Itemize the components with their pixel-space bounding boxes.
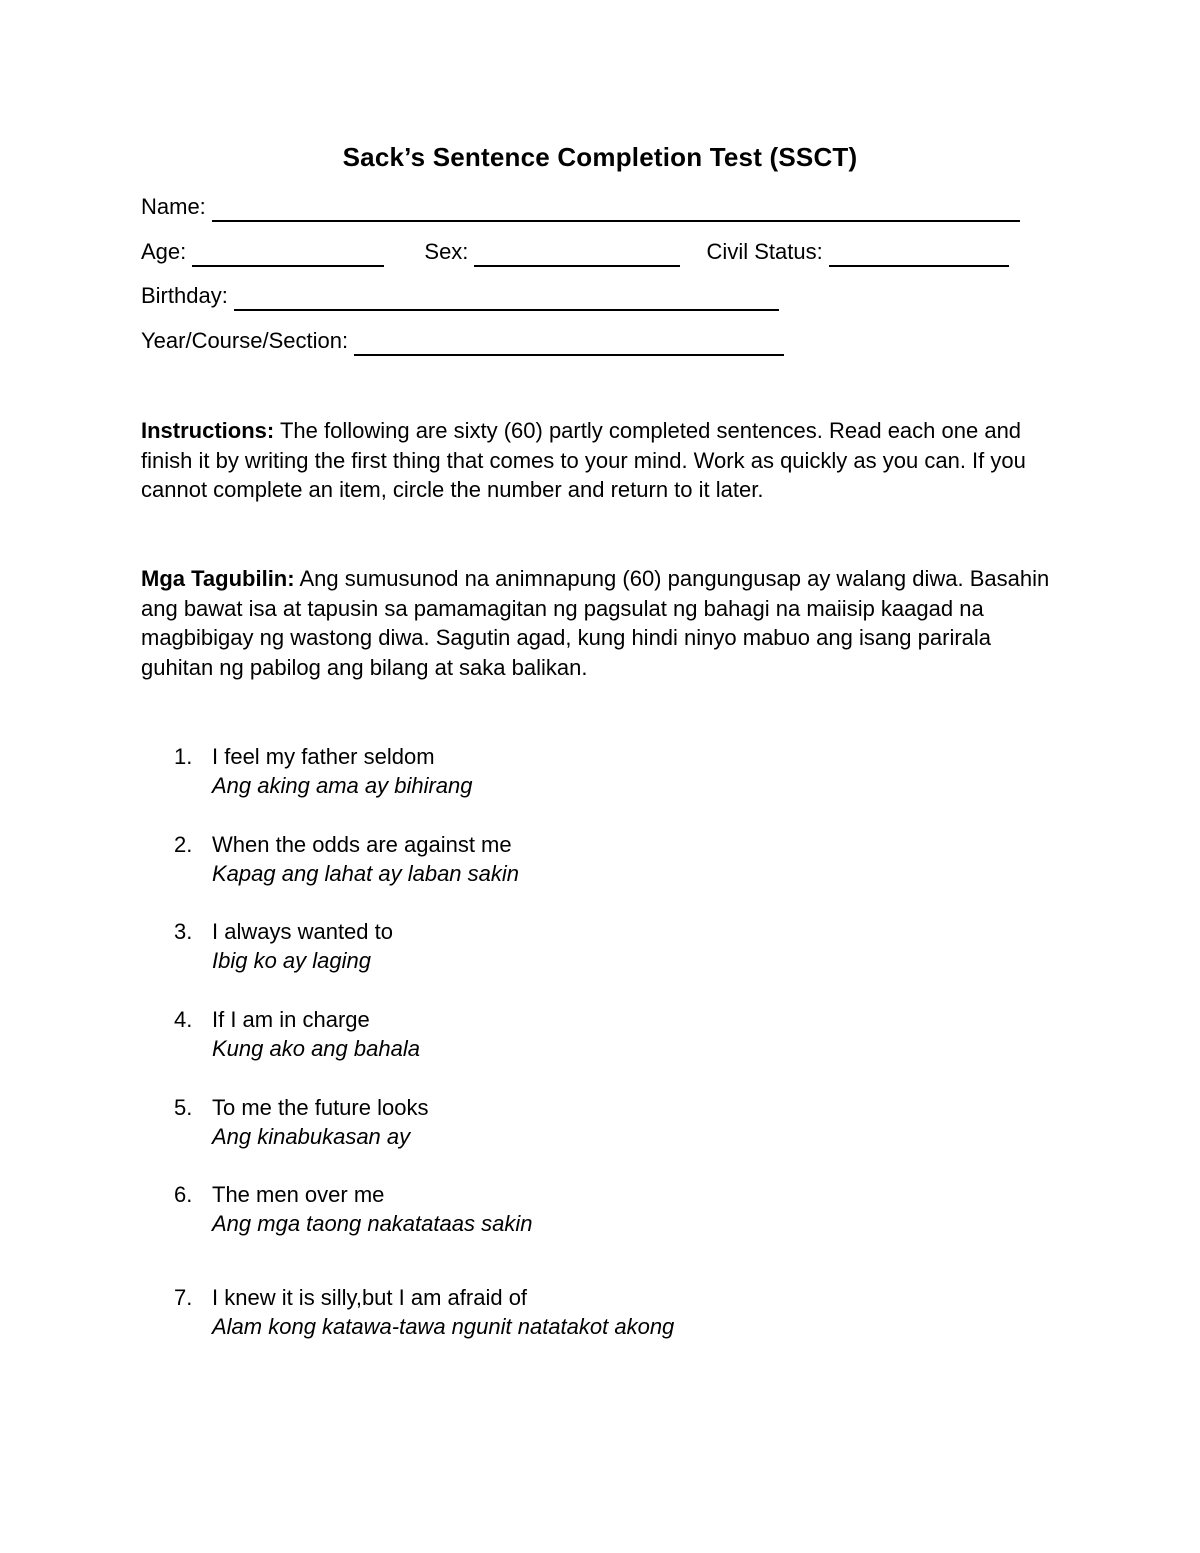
name-label: Name: xyxy=(141,194,206,219)
sex-blank[interactable] xyxy=(474,243,680,267)
birthday-row xyxy=(141,281,779,311)
item-number: 5. xyxy=(174,1095,193,1120)
item-tagalog: Kapag ang lahat ay laban sakin xyxy=(212,861,520,886)
list-item xyxy=(174,1093,428,1151)
tagubilin-text: Ang sumusunod na animnapung (60) pangungusap ay walang diwa. Basahin ang bawat isa at tapusin sa pamamagitan ng pagsulat ng bahagi na maiisip kaagad na magbibigay ng wastong diwa. Sagutin agad, kung hindi ninyo mabuo ang isang parirala guhitan ng pabilog ang bilang at saka balikan. xyxy=(141,566,1050,680)
age-blank[interactable] xyxy=(192,243,384,267)
civil-status-label: Civil Status: xyxy=(706,239,823,264)
year-course-section-blank[interactable] xyxy=(354,332,784,356)
item-tagalog: Ang aking ama ay bihirang xyxy=(212,773,473,798)
birthday-label: Birthday: xyxy=(141,283,228,308)
item-number: 6. xyxy=(174,1182,193,1207)
list-item xyxy=(174,742,473,800)
list-item xyxy=(174,1180,532,1238)
birthday-blank[interactable] xyxy=(234,287,779,311)
list-item xyxy=(174,917,393,975)
instructions-paragraph xyxy=(141,416,1051,505)
year-course-section-label: Year/Course/Section: xyxy=(141,328,349,353)
instructions-text: The following are sixty (60) partly completed sentences. Read each one and finish it by writing the first thing that comes to your mind. Work as quickly as you can. If you cannot complete an item, circle the number and return to it later. xyxy=(141,418,1026,502)
item-english: When the odds are against me xyxy=(212,832,512,857)
item-number: 2. xyxy=(174,832,193,857)
item-tagalog: Ang kinabukasan ay xyxy=(212,1124,411,1149)
item-tagalog: Alam kong katawa-tawa ngunit natatakot akong xyxy=(212,1314,675,1339)
item-english: I feel my father seldom xyxy=(212,744,435,769)
item-number: 4. xyxy=(174,1007,193,1032)
item-english: I always wanted to xyxy=(212,919,393,944)
tagubilin-label: Mga Tagubilin: xyxy=(141,566,295,591)
item-number: 3. xyxy=(174,919,193,944)
item-tagalog: Ibig ko ay laging xyxy=(212,948,371,973)
name-blank[interactable] xyxy=(212,198,1020,222)
sex-label: Sex: xyxy=(424,239,469,264)
item-number: 7. xyxy=(174,1285,193,1310)
list-item xyxy=(174,1005,420,1063)
age-label: Age: xyxy=(141,239,187,264)
civil-status-blank[interactable] xyxy=(829,243,1009,267)
list-item xyxy=(174,830,519,888)
year-course-section-row xyxy=(141,326,784,356)
list-item xyxy=(174,1283,674,1341)
item-tagalog: Kung ako ang bahala xyxy=(212,1036,420,1061)
item-number: 1. xyxy=(174,744,193,769)
age-sex-civil-row xyxy=(141,237,1009,267)
item-english: The men over me xyxy=(212,1182,385,1207)
instructions-label: Instructions: xyxy=(141,418,275,443)
item-english: I knew it is silly,but I am afraid of xyxy=(212,1285,528,1310)
item-tagalog: Ang mga taong nakatataas sakin xyxy=(212,1211,533,1236)
name-row xyxy=(141,192,1020,222)
page-title: Sack’s Sentence Completion Test (SSCT) xyxy=(342,142,858,172)
item-english: If I am in charge xyxy=(212,1007,370,1032)
item-english: To me the future looks xyxy=(212,1095,429,1120)
tagubilin-paragraph xyxy=(141,564,1051,682)
